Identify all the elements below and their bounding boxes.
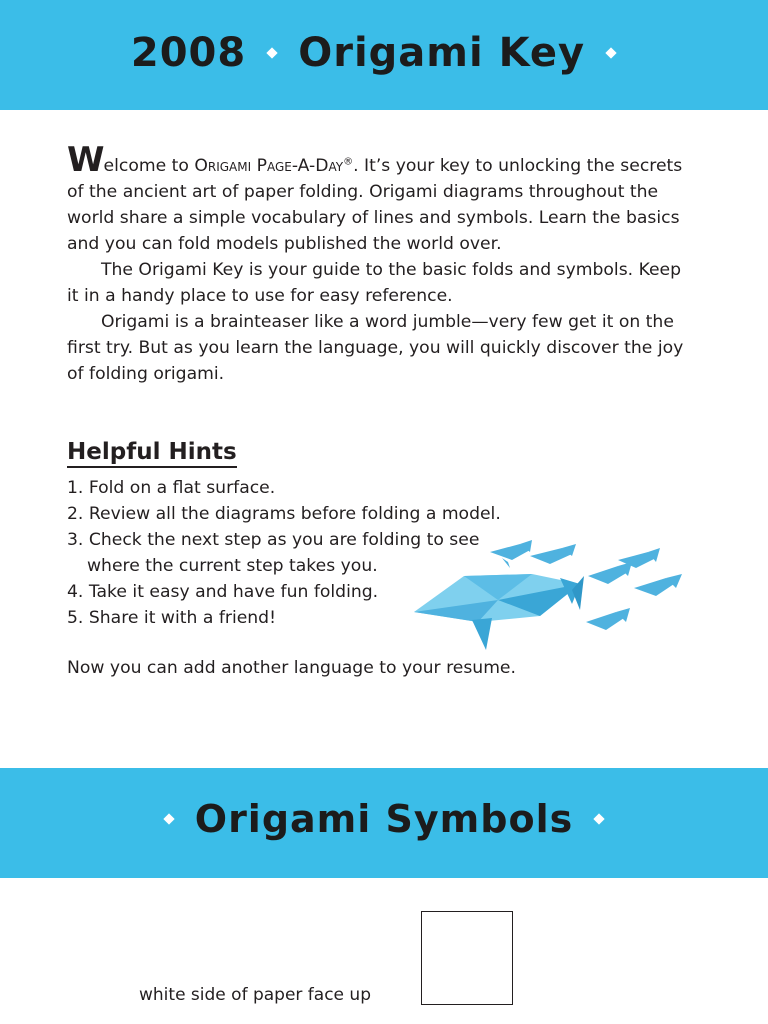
intro-paragraph-2: The Origami Key is your guide to the basic folds and symbols. Keep it in a handy place to use for easy reference. xyxy=(67,260,682,306)
registered-mark: ® xyxy=(343,156,354,168)
title-text: Origami Key xyxy=(298,30,586,76)
small-fish-icon xyxy=(586,608,630,630)
small-fish-icon xyxy=(530,544,576,564)
small-fish-icon xyxy=(634,574,682,596)
big-fish-icon xyxy=(414,574,584,650)
small-fish-icon xyxy=(588,562,632,584)
brand-name: Origami Page-A-Day xyxy=(194,156,344,176)
white-paper-square-icon xyxy=(421,911,513,1005)
section-title xyxy=(143,797,625,841)
hint-item: 4. Take it easy and have fun folding. xyxy=(67,582,379,602)
closing-text: Now you can add another language to your resume. xyxy=(67,658,516,678)
header-band xyxy=(0,0,768,110)
symbols-band xyxy=(0,768,768,878)
title-year: 2008 xyxy=(130,30,247,76)
hint-item: 5. Share it with a friend! xyxy=(67,608,276,628)
intro-text xyxy=(67,140,687,387)
intro-paragraph-3: Origami is a brainteaser like a word jumble—very few get it on the first try. But as you learn the language, you will quickly discover the joy of folding origami. xyxy=(67,312,684,384)
diamond-icon xyxy=(594,813,605,824)
diamond-icon xyxy=(163,813,174,824)
hint-item: 3. Check the next step as you are folding to see where the current step takes you. xyxy=(67,530,480,576)
hint-item: 2. Review all the diagrams before folding a model. xyxy=(67,504,501,524)
page-title xyxy=(131,30,637,76)
intro-text-rest: . It’s your key to unlocking the secrets of the ancient art of paper folding. Origami diagrams throughout the world share a simple vocabulary of lines and symbols. Learn the basics and you can fold models published the world over. xyxy=(67,156,683,254)
diamond-icon xyxy=(605,47,616,58)
white-side-label: white side of paper face up xyxy=(139,985,371,1005)
intro-paragraph-1 xyxy=(67,140,687,257)
drop-cap: W xyxy=(67,140,104,180)
hints-heading: Helpful Hints xyxy=(67,438,237,468)
hint-item: 1. Fold on a flat surface. xyxy=(67,478,276,498)
small-fish-icon xyxy=(490,540,532,568)
intro-text-start: elcome to xyxy=(103,156,195,176)
origami-fish-illustration xyxy=(412,538,684,656)
symbols-title: Origami Symbols xyxy=(194,797,574,841)
diamond-icon xyxy=(267,47,278,58)
